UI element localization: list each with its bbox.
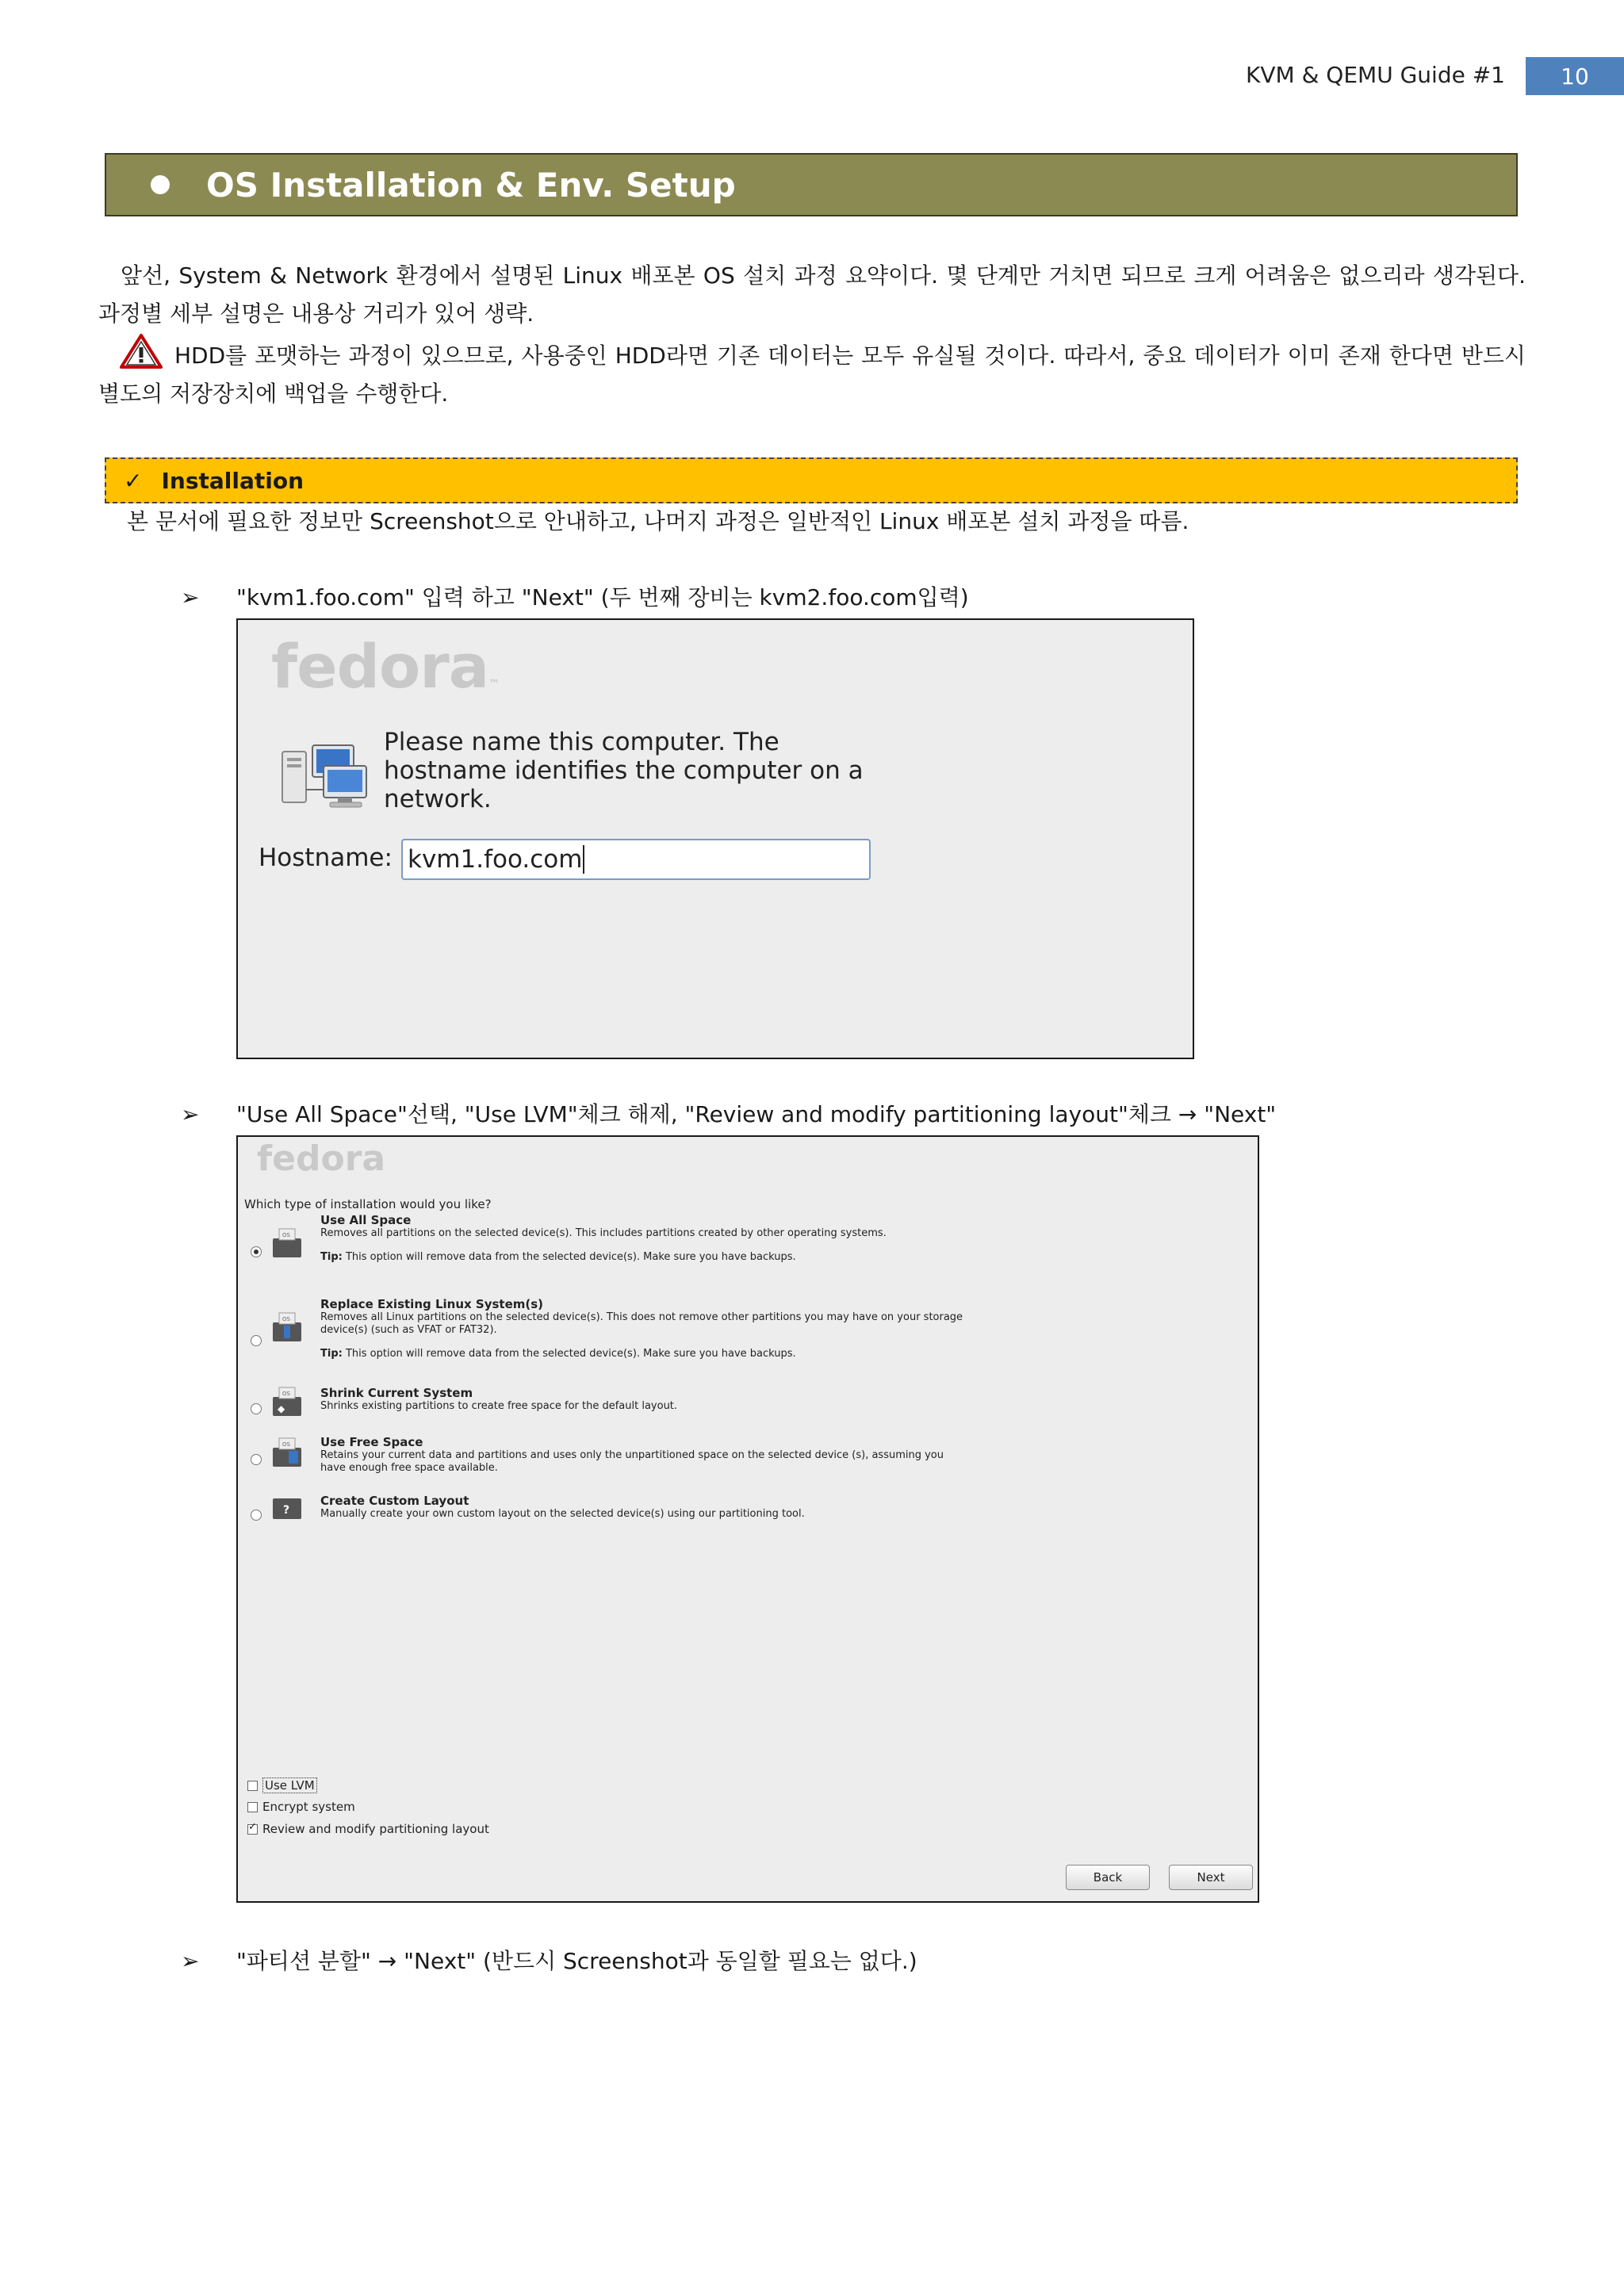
back-button[interactable]: Back xyxy=(1066,1865,1150,1890)
document-header-title: KVM & QEMU Guide #1 xyxy=(1246,62,1505,88)
radio-create-custom-layout[interactable] xyxy=(251,1510,262,1521)
use-lvm-checkbox[interactable] xyxy=(247,1777,317,1793)
checkbox-label: Review and modify partitioning layout xyxy=(262,1822,489,1836)
option-title: Shrink Current System xyxy=(320,1386,473,1400)
step-1-text: "kvm1.foo.com" 입력 하고 "Next" (두 번째 장비는 kvm2.foo.com입력) xyxy=(236,584,969,610)
arrow-bullet-icon: ➢ xyxy=(181,1101,200,1127)
hostname-input[interactable] xyxy=(401,839,871,880)
check-mark-icon: ✓ xyxy=(124,467,143,494)
subsection-title: Installation xyxy=(161,467,304,494)
page-number-badge: 10 xyxy=(1526,57,1624,95)
section-banner xyxy=(105,153,1518,216)
os-disk-icon xyxy=(271,1437,303,1468)
intro-paragraph: 앞선, System & Network 환경에서 설명된 Linux 배포본 OS 설치 과정 요약이다. 몇 단계만 거치면 되므로 크게 어려움은 없으리라 생각된다. 과정별 세부 설명은 내용상 거리가 있어 생략. xyxy=(98,262,1526,327)
option-description: Shrinks existing partitions to create free space for the default layout. xyxy=(320,1400,678,1412)
arrow-bullet-icon: ➢ xyxy=(181,1948,200,1974)
section-title: OS Installation & Env. Setup xyxy=(206,165,736,205)
next-button[interactable]: Next xyxy=(1169,1865,1253,1890)
step-2-bullet xyxy=(181,1097,1276,1129)
arrow-bullet-icon: ➢ xyxy=(181,584,200,610)
checkbox-label: Use LVM xyxy=(262,1777,317,1793)
checkbox-box[interactable] xyxy=(247,1802,258,1812)
option-tip: Tip: This option will remove data from the selected device(s). Make sure you have backups. xyxy=(320,1348,796,1360)
hostname-label: Hostname: xyxy=(259,844,393,872)
os-disk-icon xyxy=(271,1227,303,1259)
option-title: Replace Existing Linux System(s) xyxy=(320,1297,544,1311)
option-title: Use All Space xyxy=(320,1213,412,1227)
option-description: Removes all partitions on the selected device(s). This includes partitions created by other operating systems. xyxy=(320,1227,887,1239)
option-tip: Tip: This option will remove data from the selected device(s). Make sure you have backups. xyxy=(320,1251,796,1263)
radio-use-free-space[interactable] xyxy=(251,1454,262,1465)
option-description: Retains your current data and partitions and uses only the unpartitioned space on the selected device (s), assuming you have enough free space available. xyxy=(320,1449,944,1474)
warning-text: HDD를 포맷하는 과정이 있으므로, 사용중인 HDD라면 기존 데이터는 모두 유실될 것이다. 따라서, 중요 데이터가 이미 존재 한다면 반드시 별도의 저장장치에 백업을 수행한다. xyxy=(98,342,1526,407)
hostname-value: kvm1.foo.com xyxy=(408,845,583,874)
radio-use-all-space[interactable] xyxy=(251,1246,262,1257)
option-title: Create Custom Layout xyxy=(320,1494,469,1508)
checkbox-label: Encrypt system xyxy=(262,1800,355,1814)
os-disk-icon xyxy=(271,1311,303,1343)
radio-shrink-current-system[interactable] xyxy=(251,1403,262,1414)
step-3-bullet xyxy=(181,1944,917,1976)
radio-replace-existing-linux[interactable] xyxy=(251,1335,262,1346)
checkbox-box[interactable] xyxy=(247,1781,258,1791)
bullet-dot-icon xyxy=(151,175,170,194)
text-cursor xyxy=(583,845,584,874)
svg-text:◆: ◆ xyxy=(278,1403,285,1414)
svg-text:?: ? xyxy=(283,1504,290,1517)
review-partitioning-checkbox[interactable] xyxy=(247,1822,489,1836)
installation-type-question: Which type of installation would you like? xyxy=(244,1197,492,1211)
installation-note: 본 문서에 필요한 정보만 Screenshot으로 안내하고, 나머지 과정은 일반적인 Linux 배포본 설치 과정을 따름. xyxy=(127,508,1189,534)
encrypt-system-checkbox[interactable] xyxy=(247,1800,355,1814)
network-computer-icon xyxy=(279,742,371,812)
option-description: Manually create your own custom layout on the selected device(s) using our partitioning tool. xyxy=(320,1508,805,1520)
svg-text:OS: OS xyxy=(282,1441,290,1448)
step-1-bullet xyxy=(181,580,969,612)
svg-text:OS: OS xyxy=(282,1316,290,1322)
hostname-screenshot xyxy=(236,618,1194,1059)
hostname-prompt: Please name this computer. The hostname identifies the computer on a network. xyxy=(384,728,864,813)
option-description: Removes all Linux partitions on the selected device(s). This does not remove other partitions you may have on your storage device(s) (such as VFAT or FAT32). xyxy=(320,1311,963,1336)
step-2-text: "Use All Space"선택, "Use LVM"체크 해제, "Review and modify partitioning layout"체크 → "Next" xyxy=(236,1101,1277,1127)
installation-type-screenshot xyxy=(236,1135,1259,1903)
option-title: Use Free Space xyxy=(320,1435,423,1449)
installation-subsection-bar xyxy=(105,457,1518,503)
os-disk-icon xyxy=(271,1386,303,1418)
svg-text:OS: OS xyxy=(282,1391,290,1397)
checkbox-box[interactable] xyxy=(247,1824,258,1835)
warning-paragraph xyxy=(98,333,1526,413)
step-3-text: "파티션 분할" → "Next" (반드시 Screenshot과 동일할 필요는 없다.) xyxy=(236,1948,917,1974)
svg-text:OS: OS xyxy=(282,1232,290,1238)
question-disk-icon xyxy=(271,1497,303,1521)
fedora-logo: fedora™ xyxy=(271,631,499,702)
fedora-logo: fedora xyxy=(257,1138,386,1179)
warning-triangle-icon xyxy=(119,333,163,369)
